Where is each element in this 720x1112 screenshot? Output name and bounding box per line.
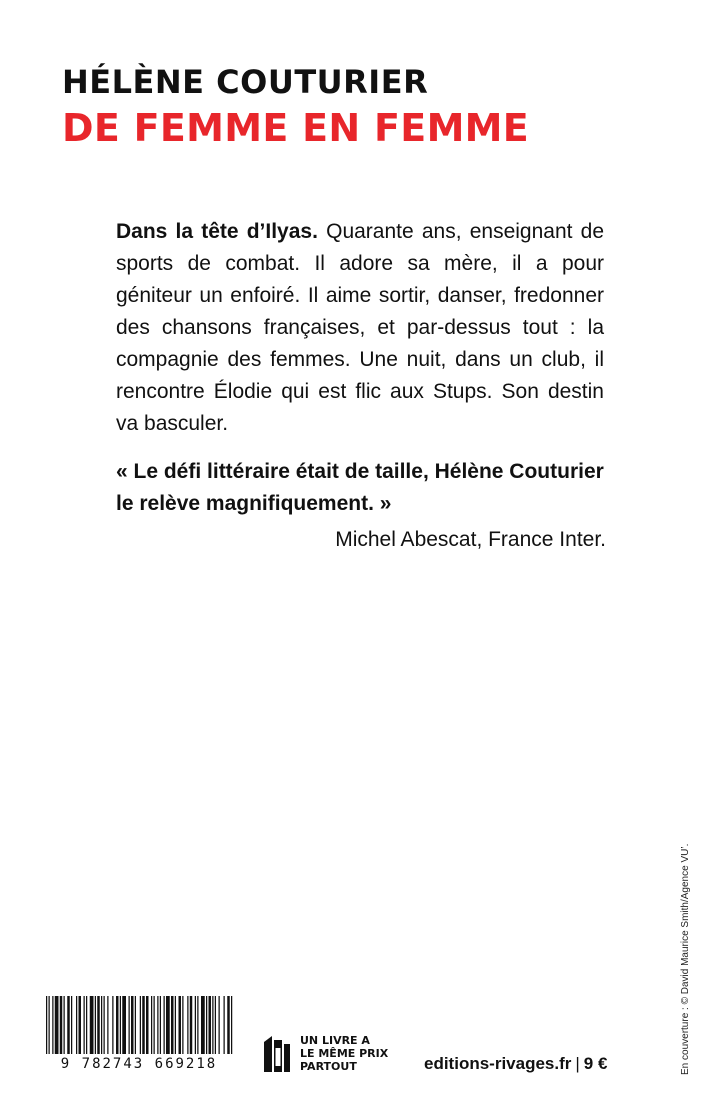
barcode-bar [95, 996, 96, 1058]
barcode-bar [116, 996, 119, 1058]
publisher-line [424, 1054, 607, 1074]
barcode-bar [219, 996, 220, 1058]
barcode-bar [195, 996, 196, 1058]
publisher-website: editions-rivages.fr [424, 1054, 572, 1073]
barcode-bar [190, 996, 193, 1058]
barcode-bar [224, 996, 225, 1058]
barcode-bar [131, 996, 134, 1058]
prix-line-3: PARTOUT [300, 1060, 357, 1073]
barcode-bar [160, 996, 161, 1058]
barcode-bar [84, 996, 85, 1058]
barcode-bar [212, 996, 213, 1058]
barcode-bar [151, 996, 152, 1058]
barcode-bar [201, 996, 205, 1058]
barcode-bar [164, 996, 165, 1058]
barcode-bar [52, 996, 53, 1058]
barcode-bar [107, 996, 108, 1058]
barcode-bar [140, 996, 141, 1058]
blurb-lead: Dans la tête d’Ilyas. [116, 220, 318, 243]
barcode-bar [122, 996, 126, 1058]
barcode-bar [206, 996, 207, 1058]
barcode-bar [166, 996, 170, 1058]
prix-unique-label [300, 1034, 388, 1073]
barcode-bar [129, 996, 130, 1058]
barcode-bar [187, 996, 188, 1058]
barcode-bar [182, 996, 183, 1058]
barcode-bar [71, 996, 72, 1058]
barcode-bar [142, 996, 145, 1058]
cover-photo-credit: En couverture : © David Maurice Smith/Agence VU’. [680, 843, 691, 1075]
barcode-bar [97, 996, 100, 1058]
barcode-bar [79, 996, 82, 1058]
barcode-bar [55, 996, 59, 1058]
review-quote: « Le défi littéraire était de taille, Hélène Couturier le relève magnifiquement. » [116, 460, 604, 515]
price-separator: | [575, 1054, 580, 1073]
barcode-bar [60, 996, 63, 1058]
barcode-bar [175, 996, 176, 1058]
book-price: 9 € [583, 1054, 608, 1073]
barcode-bar [179, 996, 182, 1058]
blurb-text: Quarante ans, enseignant de sports de combat. Il adore sa mère, il a pour géniteur un enfoiré. Il aime sortir, danser, fredonner des chansons françaises, et par-dessus tout : la compagnie des femmes. Une nuit, dans un club, il rencontre Élodie qui est flic aux Stups. Son destin va basculer. [116, 220, 604, 435]
review-source: Michel Abescat, France Inter. [335, 528, 606, 551]
barcode-bar [67, 996, 70, 1058]
barcode-bar [120, 996, 121, 1058]
author-name: HÉLÈNE COUTURIER [62, 63, 429, 101]
barcode-bar [101, 996, 102, 1058]
prix-line-1: UN LIVRE A [300, 1034, 370, 1047]
barcode-bar [197, 996, 198, 1058]
barcode-bar [154, 996, 155, 1058]
barcode-bar [209, 996, 212, 1058]
barcode-bars [44, 996, 234, 1058]
barcode-bar [90, 996, 94, 1058]
barcode-bar [215, 996, 216, 1058]
book-title: DE FEMME EN FEMME [62, 106, 530, 150]
barcode-bar [64, 996, 65, 1058]
isbn-number: 9 782743 669218 [44, 1054, 234, 1074]
barcode-bar [227, 996, 230, 1058]
barcode-bar [86, 996, 87, 1058]
barcode-bar [157, 996, 158, 1058]
barcode-bar [104, 996, 105, 1058]
book-blurb [116, 216, 604, 440]
barcode-bar [49, 996, 50, 1058]
barcode-bar [46, 996, 47, 1058]
prix-unique-logo-icon [262, 1034, 292, 1074]
barcode-bar [171, 996, 174, 1058]
barcode-bar [231, 996, 232, 1058]
barcode-bar [135, 996, 136, 1058]
barcode-bar [146, 996, 149, 1058]
barcode-bar [112, 996, 113, 1058]
barcode-bar [76, 996, 77, 1058]
prix-line-2: LE MÊME PRIX [300, 1047, 389, 1060]
